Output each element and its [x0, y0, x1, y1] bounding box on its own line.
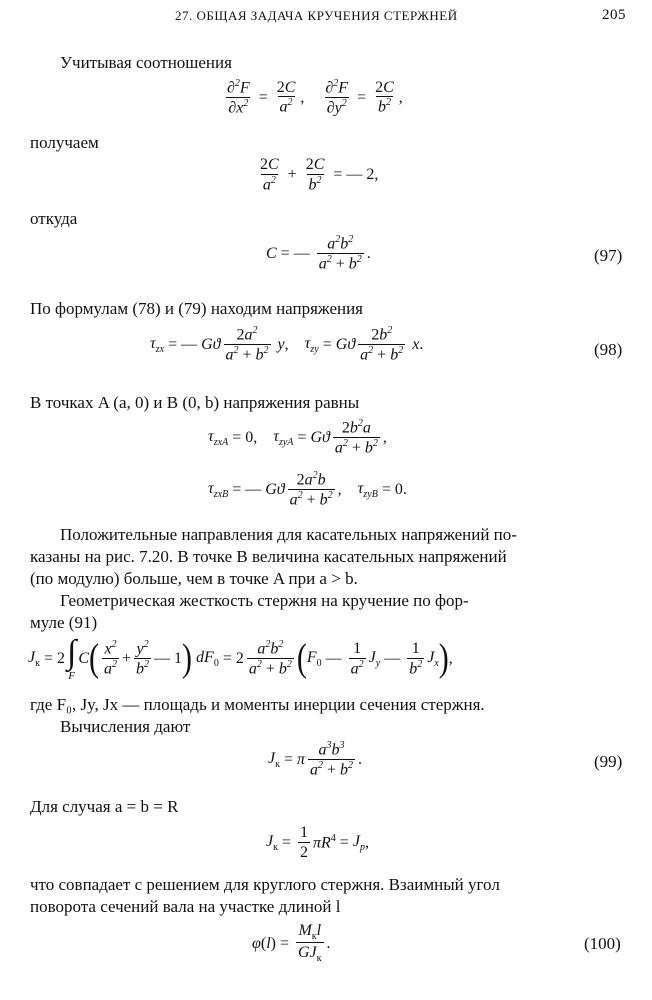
equation-100: φ ( l ) = $\frac{M_кl}{GJ_к}$ . [252, 922, 331, 965]
page-number: 205 [602, 7, 626, 23]
text-line: В точках A (a, 0) и B (0, b) напряжения равны [30, 393, 360, 412]
paragraph-line: Положительные направления для касательных напряжений по- [60, 525, 517, 544]
text-line: откуда [30, 209, 78, 228]
text-line: Учитывая соотношения [60, 53, 232, 72]
equation-number: (98) [594, 340, 623, 359]
paragraph-line: муле (91) [30, 613, 98, 632]
text-line: где F₀, Jy, Jx — площадь и моменты инерции сечения стержня. [30, 695, 485, 714]
equation-97: C = — $\frac{a^2b^2}{a^2 + b^2}$ . [266, 234, 371, 273]
equation-stress-a: $\tau_{zxA}$ = 0, $\tau_{zyA}$ = Gϑ $\frac{2b^2a}{a^2 + b^2}$ , [208, 418, 387, 457]
equation-number: (100) [584, 934, 621, 953]
paragraph-line: (по модулю) больше, чем в точке A при a > b. [30, 569, 358, 588]
running-title: 27. ОБЩАЯ ЗАДАЧА КРУЧЕНИЯ СТЕРЖНЕЙ [175, 8, 458, 23]
text-line: получаем [30, 133, 99, 152]
equation-stress-b: $\tau_{zxB}$ = — Gϑ $\frac{2a^2b}{a^2 + b^2}$ , $\tau_{zyB}$ = 0. [208, 470, 407, 509]
equation-sum: $\frac{2C}{a^2}$ + $\frac{2C}{b^2}$ = — 2, [260, 156, 379, 193]
equation-circular-case: $J_к$ = $\frac{1}{2}$ $\pi R^4$ = $J_p$ , [266, 824, 369, 861]
equation-second-derivatives: $\frac{\partial^2F}{\partial x^2}$ = $\frac{2C}{a^2}$ , $\frac{\partial^2F}{\partial y^2}$ = $\frac{2C}{b^2}$ , [227, 78, 403, 117]
equation-98: $\tau_{zx}$ = — Gϑ $\frac{2a^2}{a^2 + b^2}$ y , $\tau_{zy}$ = Gϑ $\frac{2b^2}{a^2 + b^2}$ x . [150, 325, 424, 364]
paragraph-line: Геометрическая жесткость стержня на кручение по фор- [60, 591, 469, 610]
text-line: Вычисления дают [60, 717, 191, 736]
paragraph-line: поворота сечений вала на участке длиной l [30, 897, 341, 916]
equation-99: $J_к$ = π $\frac{a^3b^3}{a^2 + b^2}$ . [268, 740, 363, 779]
paragraph-line: казаны на рис. 7.20. В точке B величина касательных напряжений [30, 547, 507, 566]
text-line: По формулам (78) и (79) находим напряжения [30, 299, 364, 318]
equation-torsional-stiffness: $J_к$ = 2 ∫ F C ( $\frac{x^2}{a^2}$ + $\frac{y^2}{b^2}$ — 1 ) $dF_0$ = 2 $\frac{a^2b^2}{a^2 + b^2}$ ( $F_0$ — $\frac{1}{a^2}$ $J_y$ — $\frac{1}{b^2}$ $J_x$ ) , [28, 634, 453, 682]
text-line: Для случая a = b = R [30, 797, 179, 816]
equation-number: (97) [594, 246, 623, 265]
equation-number: (99) [594, 752, 623, 771]
paragraph-line: что совпадает с решением для круглого стержня. Взаимный угол [30, 875, 500, 894]
